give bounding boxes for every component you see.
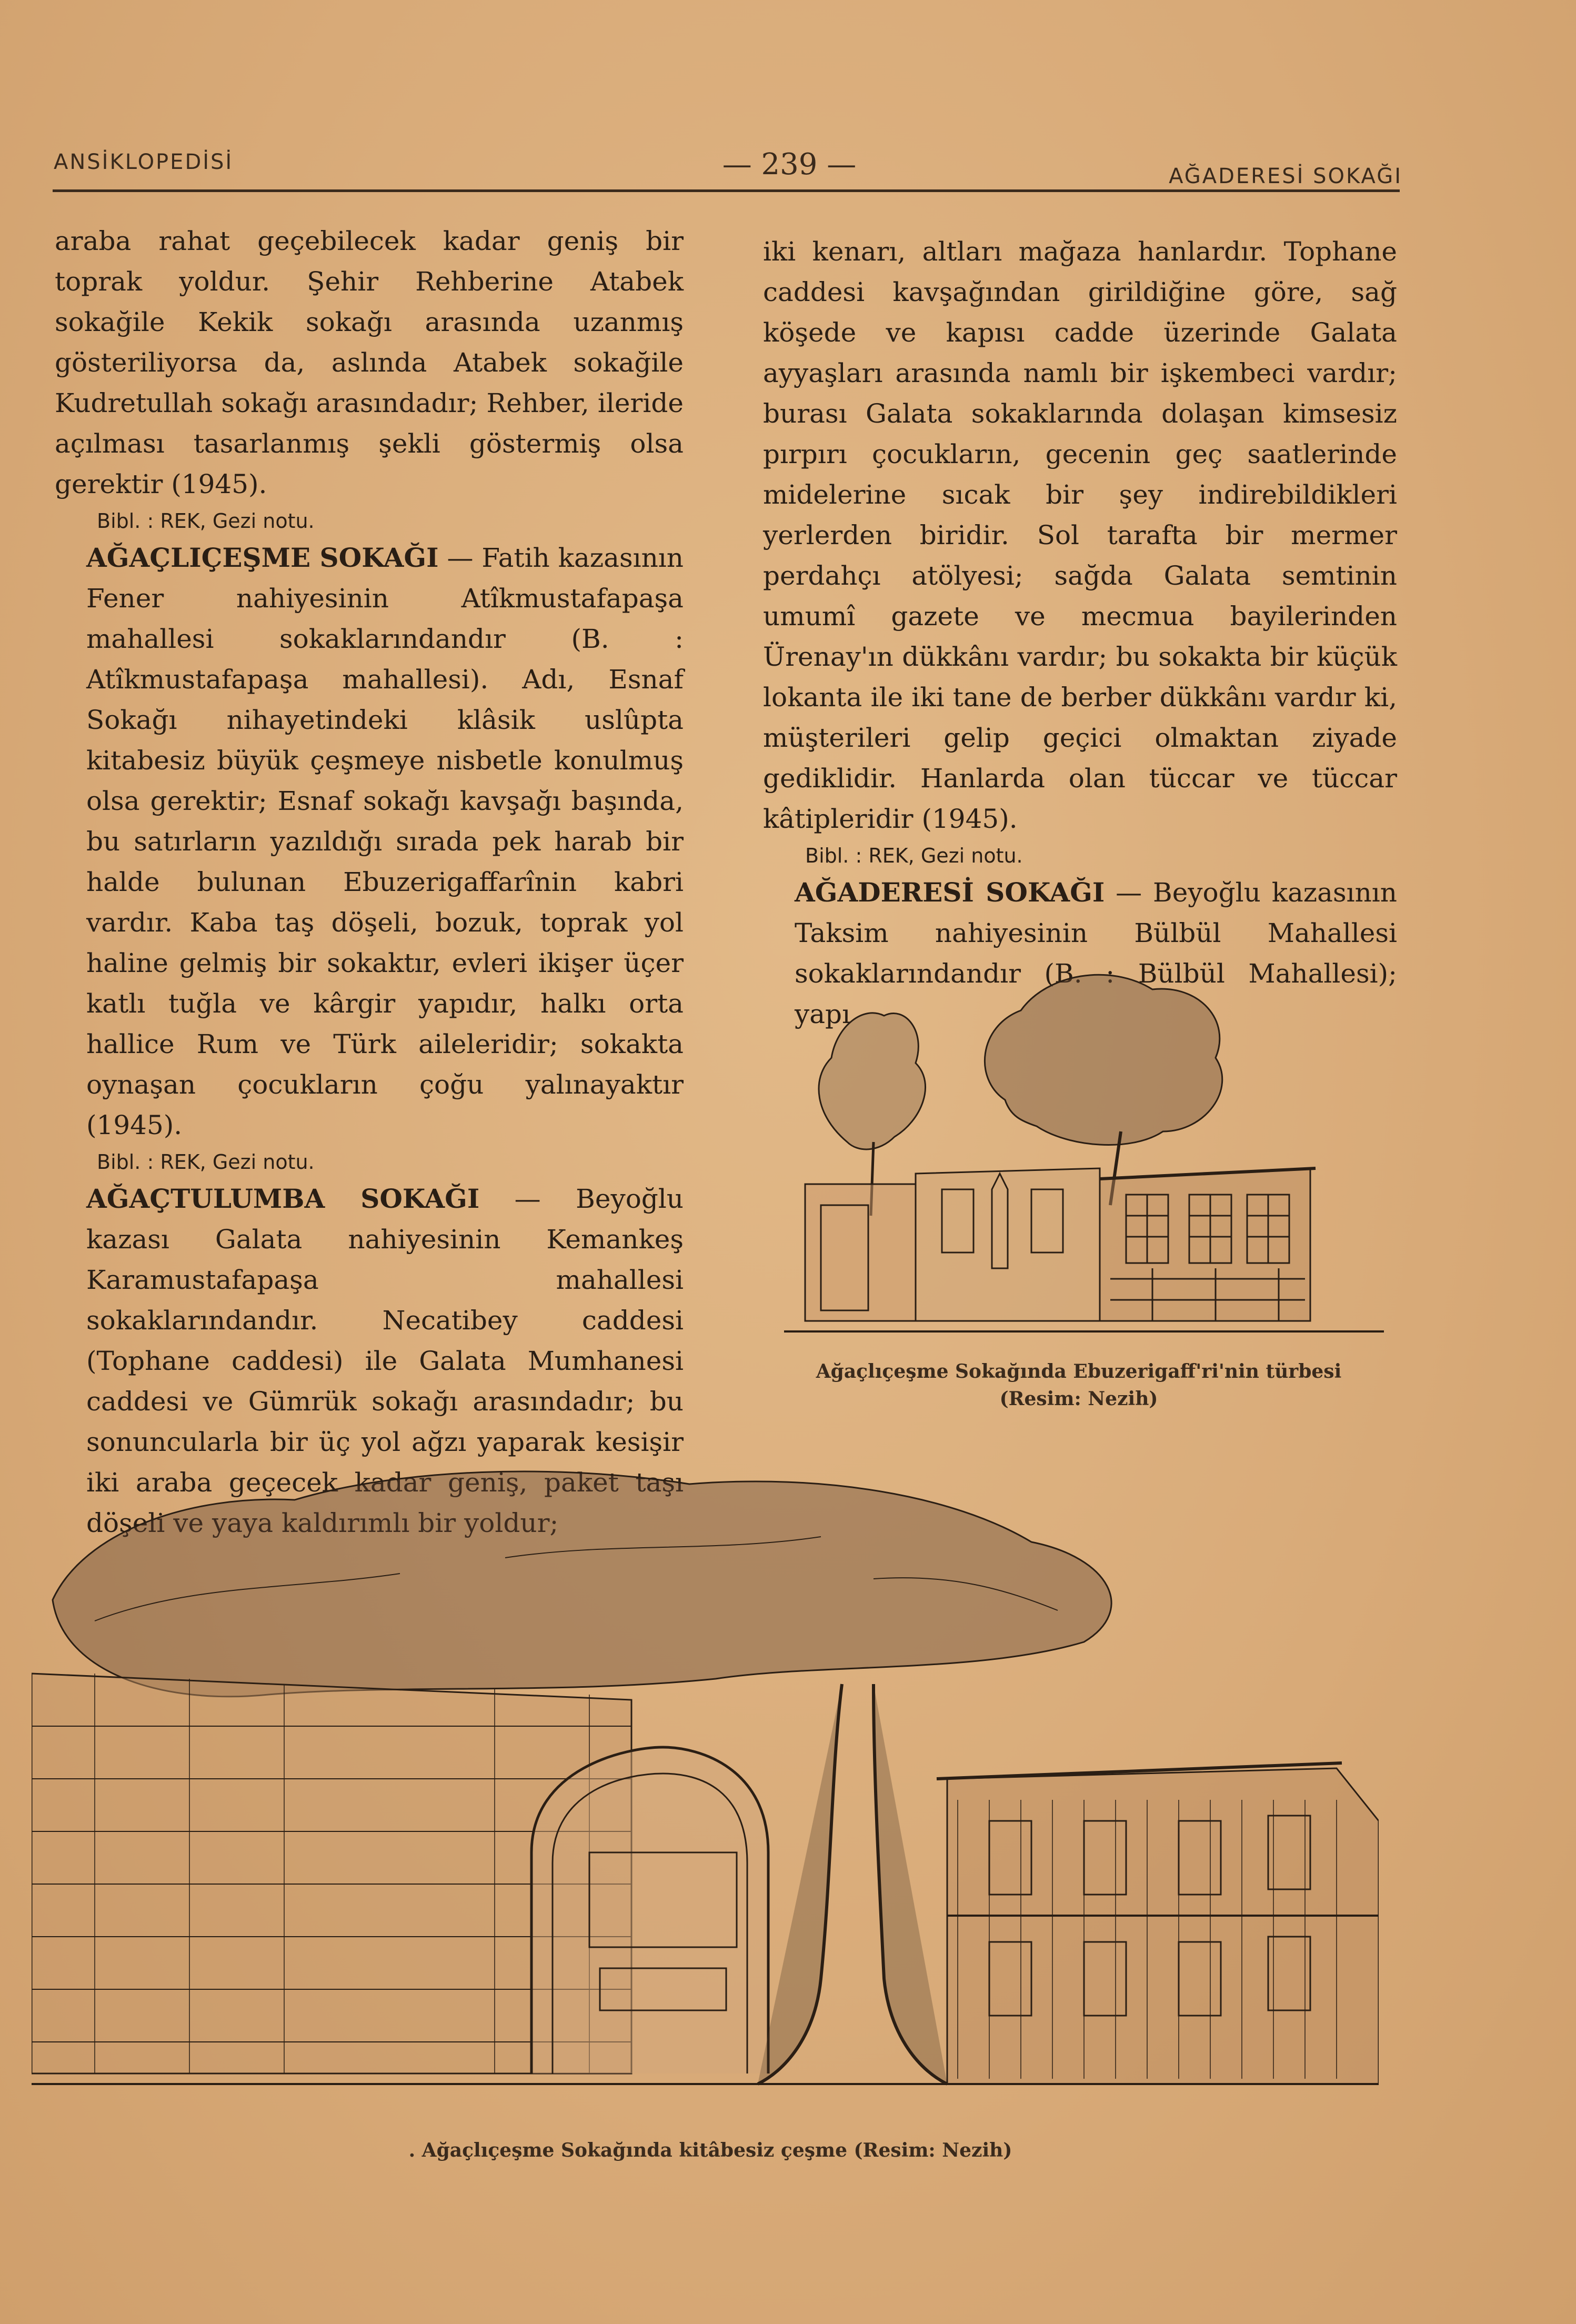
entry-heading: AĞADERESİ SOKAĞI [795, 877, 1105, 908]
entry-heading: AĞAÇLIÇEŞME SOKAĞI [86, 542, 439, 573]
paragraph-continuation: araba rahat geçebilecek kadar geniş bir toprak yoldur. Şehir Rehberine Atabek sokağile Kekik sokağı arasında uzanmış gösteriliyorsa da, aslında Atabek sokağile Kudretullah sokağı arasındadır; Rehber, ileride açılması tasarlanmış şekli göstermiş olsa gerektir (1945). [55, 226, 684, 499]
left-column [55, 221, 684, 1544]
tomb-drawing [784, 942, 1384, 1353]
running-header-left: ANSİKLOPEDİSİ [54, 150, 234, 174]
entry-body: — Fatih kazasının Fener nahiyesinin Atîkmustafapaşa mahallesi sokaklarındandır (B. : Atîkmustafapaşa mahallesi). Adı, Esnaf Sokağı nihayetindeki klâsik uslûpta kitabesiz büyük çeşmeye nisbetle konulmuş olsa gerektir; Esnaf sokağı kavşağı başında, bu satırların yazıldığı sırada pek harab bir halde bulunan Ebuzerigaffarînin kabri vardır. Kaba taş döşeli, bozuk, toprak yol haline gelmiş bir sokaktır, evleri ikişer üçer katlı tuğla ve kârgir yapıdır, halkı orta hallice Rum ve Türk aileleridir; sokakta oynaşan çocukların çoğu yalınayaktır (1945). [86, 543, 684, 1140]
bibliography-note: Bibl. : REK, Gezi notu. [97, 509, 315, 533]
fountain-drawing [32, 1452, 1379, 2116]
entry-agaclicesme [55, 537, 684, 1146]
bibliography-note: Bibl. : REK, Gezi notu. [805, 844, 1023, 867]
entry-body: — Beyoğlu kazası Galata nahiyesinin Kemankeş Karamustafapaşa mahallesi sokaklarındandır. Necatibey caddesi (Tophane caddesi) ile Galata Mumhanesi caddesi ve Gümrük sokağı arasındadır; bu sonuncularla bir üç yol ağzı yaparak kesişir iki araba geçecek kadar geniş, paket taşı döşeli ve yaya kaldırımlı bir yoldur; [86, 1184, 684, 1538]
figure-fountain-illustration [32, 1452, 1379, 2116]
figure-caption [758, 1358, 1400, 1413]
running-header-right: AĞADERESİ SOKAĞI [1169, 164, 1402, 188]
bibliography-note: Bibl. : REK, Gezi notu. [97, 1150, 315, 1174]
entry-heading: AĞAÇTULUMBA SOKAĞI [86, 1183, 480, 1214]
entry-body: — Beyoğlu kazasının Taksim nahiyesinin Bülbül Mahallesi sokaklarındandır (B. : Bülbül Mahallesi); yapı [795, 877, 1397, 1029]
figure-caption-credit: (Resim: Nezih) [999, 1388, 1158, 1410]
page-number: — 239 — [722, 147, 857, 182]
header-rule [53, 189, 1400, 192]
figure-caption-line: Ağaçlıçeşme Sokağında Ebuzerigaff'ri'nin türbesi [816, 1360, 1342, 1383]
figure-caption: . Ağaçlıçeşme Sokağında kitâbesiz çeşme (Resim: Nezih) [408, 2139, 1012, 2161]
figure-tomb-illustration [784, 942, 1384, 1353]
right-column [763, 232, 1397, 1035]
paragraph-continuation: iki kenarı, altları mağaza hanlardır. Tophane caddesi kavşağından girildiğine göre, sağ köşede ve kapısı cadde üzerinde Galata ayyaşları arasında namlı bir işkembeci vardır; burası Galata sokaklarında dolaşan kimsesiz pırpırı çocukların, gecenin geç saatlerinde midelerine sıcak bir şey indirebildikleri yerlerden biridir. Sol tarafta bir mermer perdahçı atölyesi; sağda Galata semtinin umumî gazete ve mecmua bayilerinden Ürenay'ın dükkânı vardır; bu sokakta bir küçük lokanta ile iki tane de berber dükkânı vardır ki, müşterileri gelip geçici olmaktan ziyade gediklidir. Hanlarda olan tüccar ve tüccar kâtipleridir (1945). [763, 236, 1397, 834]
